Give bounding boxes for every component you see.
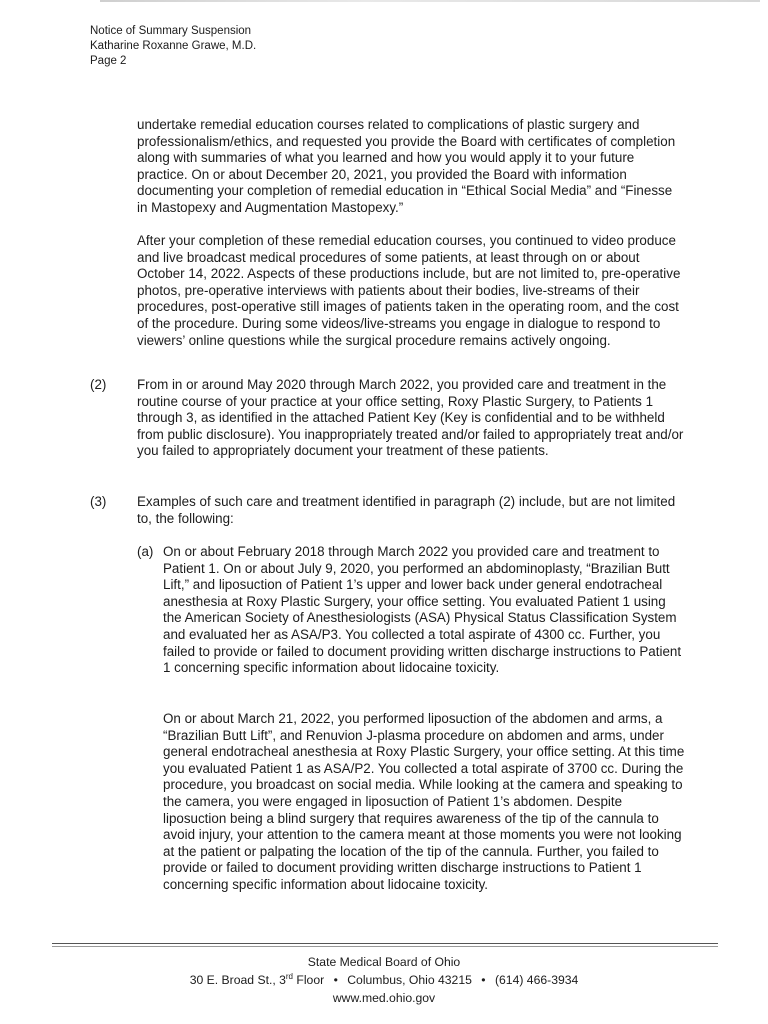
footer-address — [0, 971, 768, 989]
footer-street-sup: rd — [285, 971, 294, 981]
bullet-icon: • — [333, 973, 338, 987]
bullet-icon: • — [481, 973, 486, 987]
paragraph-after-remedial: After your completion of these remedial education courses, you continued to video produce and live broadcast medical procedures of some patients, at least through on or about October 14, 2022. Aspects of these productions include, but are not limited to, pre-operative photos, pre-operative interviews with patients about their bodies, live-streams of their procedures, post-operative still images of patients taken in the operating room, and the cost of the procedure. During some videos/live-streams you engage in dialogue to respond to viewers’ online questions while the surgical procedure remains actively ongoing. — [137, 233, 681, 348]
item-number-3: (3) — [90, 494, 107, 509]
item-a-second-paragraph: On or about March 21, 2022, you performed liposuction of the abdomen and arms, a “Brazilian Butt Lift”, and Renuvion J-plasma procedure on abdomen and arms, under general endotracheal anesthesia at Roxy Plastic Surgery, your office setting. At this time you evaluated Patient 1 as ASA/P2. You collected a total aspirate of 3700 cc. During the procedure, you broadcast on social media. While looking at the camera and speaking to the camera, you were engaged in liposuction of Patient 1’s abdomen. Despite liposuction being a blind surgery that requires awareness of the tip of the cannula to avoid injury, your attention to the camera meant at those moments you were not looking at the patient or palpating the location of the tip of the cannula. Further, you failed to provide or failed to document providing written discharge instructions to Patient 1 concerning specific information about lidocaine toxicity. — [163, 711, 685, 892]
footer-floor: Floor — [293, 973, 325, 987]
header-name: Katharine Roxanne Grawe, M.D. — [90, 40, 257, 52]
paragraph-continued: undertake remedial education courses related to complications of plastic surgery and professionalism/ethics, and requested you provide the Board with certificates of completion along with summaries of what you learned and how you would apply it to your future practice. On or about December 20, 2021, you provided the Board with information documenting your completion of remedial education in “Ethical Social Media” and “Finesse in Mastopexy and Augmentation Mastopexy.” — [137, 117, 676, 215]
item-a-marker: (a) — [137, 544, 154, 559]
footer-org: State Medical Board of Ohio — [307, 955, 461, 969]
item-number-2: (2) — [90, 377, 107, 392]
item-2-text: From in or around May 2020 through March 2022, you provided care and treatment in the routine course of your practice at your office setting, Roxy Plastic Surgery, to Patients 1 through 3, as identified in the attached Patient Key (Key is confidential and to be withheld from public disclosure). You inappropriately treated and/or failed to appropriately treat and/or you failed to appropriately document your treatment of these patients. — [137, 377, 684, 459]
footer-divider-shadow — [52, 946, 718, 947]
header-page-number: Page 2 — [90, 55, 127, 67]
scan-top-edge — [100, 0, 760, 2]
header-title: Notice of Summary Suspension — [90, 25, 252, 37]
item-a-text: On or about February 2018 through March 2022 you provided care and treatment to Patient 1. On or about July 9, 2020, you performed an abdominoplasty, “Brazilian Butt Lift,” and liposuction of Patient 1’s upper and lower back under general endotracheal anesthesia at Roxy Plastic Surgery, your office setting. You evaluated Patient 1 using the American Society of Anesthesiologists (ASA) Physical Status Classification System and evaluated her as ASA/P3. You collected a total aspirate of 4300 cc. Further, you failed to provide or failed to document providing written discharge instructions to Patient 1 concerning specific information about lidocaine toxicity. — [163, 544, 682, 676]
page-header — [90, 24, 256, 69]
footer-phone: (614) 466-3934 — [494, 973, 579, 987]
footer-divider — [52, 943, 718, 944]
footer-street: 30 E. Broad St., 3 — [189, 973, 286, 987]
item-3-text: Examples of such care and treatment identified in paragraph (2) include, but are not limited to, the following: — [137, 494, 676, 526]
footer-city: Columbus, Ohio 43215 — [347, 973, 472, 987]
footer-website: www.med.ohio.gov — [332, 991, 436, 1005]
